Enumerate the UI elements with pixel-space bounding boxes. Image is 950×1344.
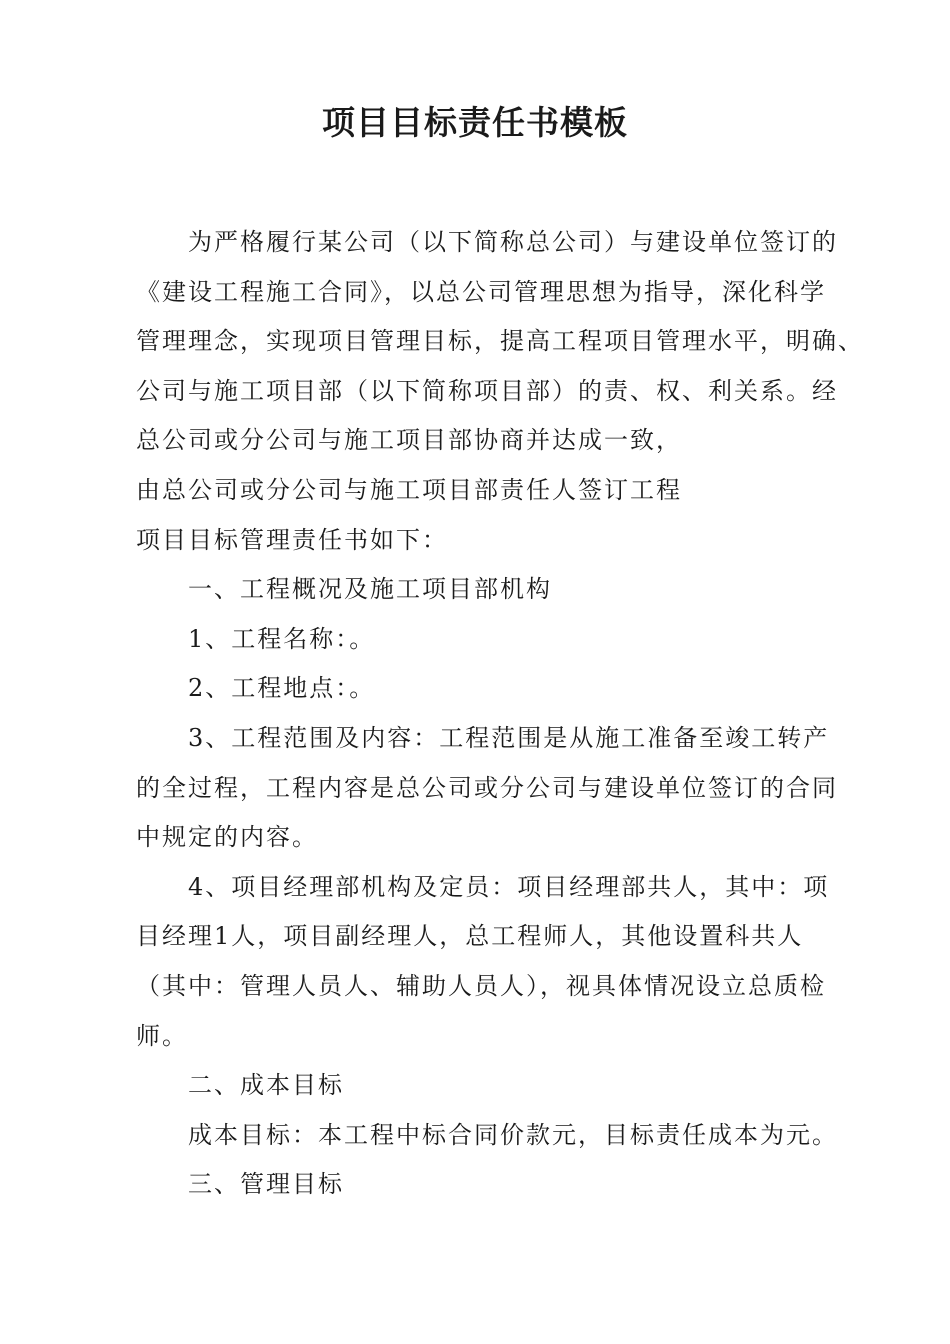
paragraph-line: 公司与施工项目部（以下简称项目部）的责、权、利关系。经 [136,377,838,405]
list-item: 3、工程范围及内容：工程范围是从施工准备至竣工转产 [188,724,830,752]
paragraph-line: 总公司或分公司与施工项目部协商并达成一致， [136,426,682,454]
list-item: 4、项目经理部机构及定员：项目经理部共人，其中：项 [188,873,830,901]
paragraph-line: 项目目标管理责任书如下： [136,526,448,554]
paragraph-line: 成本目标：本工程中标合同价款元，目标责任成本为元。 [188,1121,838,1149]
list-item: 1、工程名称：。 [188,625,376,653]
document-title: 项目目标责任书模板 [322,103,628,142]
section-heading: 一、工程概况及施工项目部机构 [188,575,552,603]
list-item: 2、工程地点：。 [188,674,376,702]
paragraph-line: （其中：管理人员人、辅助人员人），视具体情况设立总质检 [136,972,826,1000]
section-heading: 二、成本目标 [188,1071,344,1099]
paragraph-line: 为严格履行某公司（以下简称总公司）与建设单位签订的 [188,228,838,256]
paragraph-line: 《建设工程施工合同》，以总公司管理思想为指导，深化科学 [136,278,826,306]
paragraph-line: 管理理念，实现项目管理目标，提高工程项目管理水平，明确、 [136,327,864,355]
section-heading: 三、管理目标 [188,1170,344,1198]
paragraph-line: 的全过程，工程内容是总公司或分公司与建设单位签订的合同 [136,774,838,802]
paragraph-line: 由总公司或分公司与施工项目部责任人签订工程 [136,476,682,504]
paragraph-line: 师。 [136,1022,188,1050]
paragraph-line: 目经理1人，项目副经理人，总工程师人，其他设置科共人 [136,922,804,950]
paragraph-line: 中规定的内容。 [136,823,318,851]
